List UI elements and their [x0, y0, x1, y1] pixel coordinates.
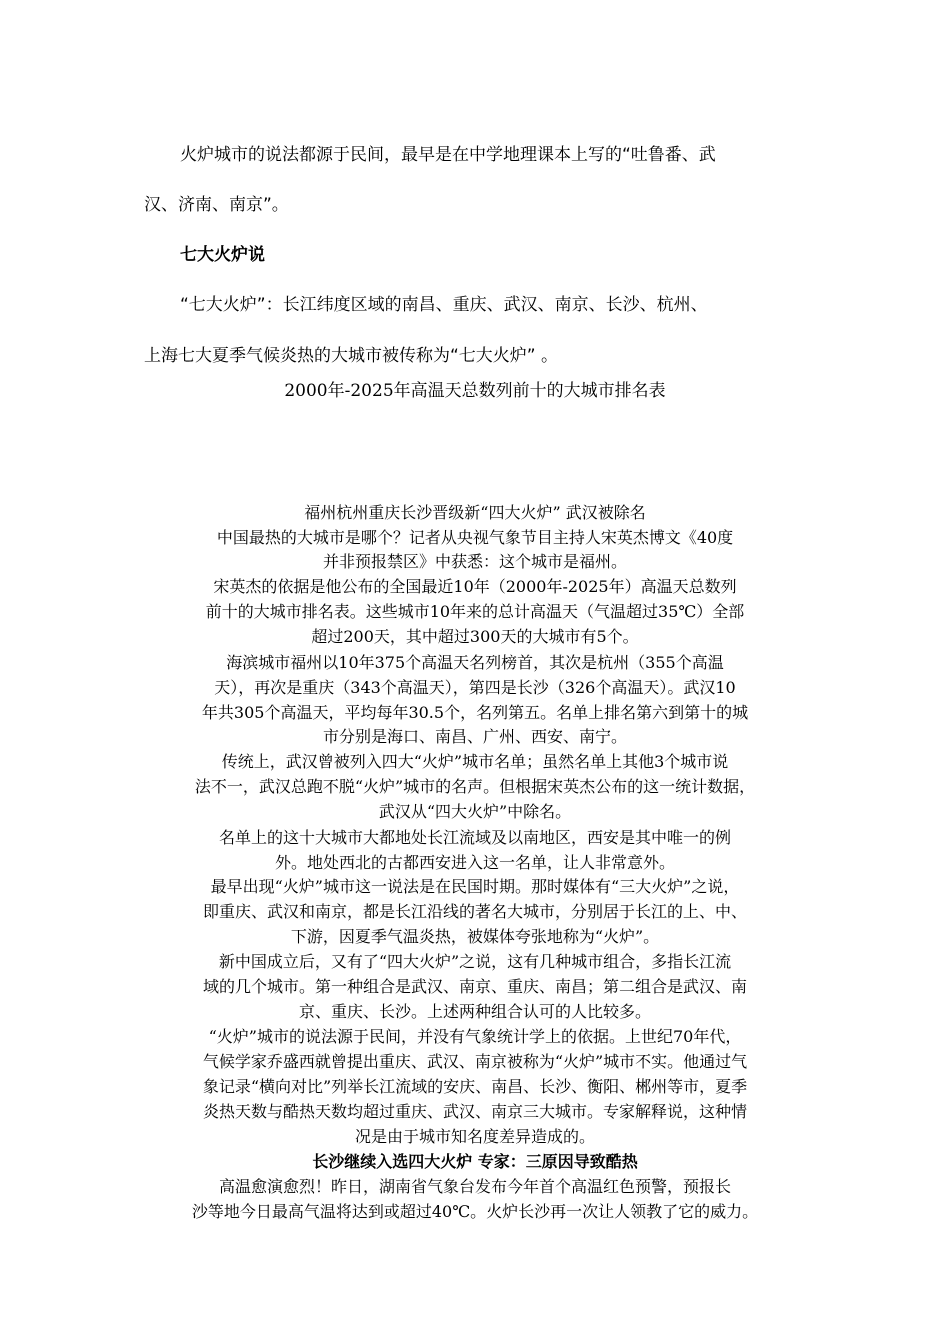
article-final-line: 沙等地今日最高气温将达到或超过40℃。火炉长沙再一次让人领教了它的威力。: [191, 1202, 759, 1221]
article-line: 武汉从“四大火炉”中除名。: [378, 802, 572, 821]
article-line: 并非预报禁区》中获悉：这个城市是福州。: [322, 552, 627, 571]
article-line: 前十的大城市排名表。这些城市10年来的总计高温天（气温超过35℃）全部: [205, 602, 745, 621]
section-heading: 七大火炉说: [180, 245, 265, 265]
article-line: 京、重庆、长沙。上述两种组合认可的人比较多。: [298, 1002, 651, 1021]
article-line: 年共305个高温天，平均每年30.5个，名列第五。名单上排名第六到第十的城: [201, 703, 749, 722]
intro-line-2: 汉、济南、南京”。: [144, 195, 289, 215]
seven-line-2: 上海七大夏季气候炎热的大城市被传称为“七大火炉” 。: [144, 346, 559, 366]
article-line: 新中国成立后，又有了“四大火炉”之说，这有几种城市组合，多指长江流: [218, 952, 732, 971]
article-line: 天），再次是重庆（343个高温天），第四是长沙（326个高温天）。武汉10: [214, 678, 736, 697]
article-line: 气候学家乔盛西就曾提出重庆、武汉、南京被称为“火炉”城市不实。他通过气: [202, 1052, 748, 1071]
article-line: 即重庆、武汉和南京，都是长江沿线的著名大城市，分别居于长江的上、中、: [202, 902, 747, 921]
article-subheading: 长沙继续入选四大火炉 专家：三原因导致酷热: [312, 1152, 638, 1171]
article-final-line: 高温愈演愈烈！昨日，湖南省气象台发布今年首个高温红色预警，预报长: [218, 1177, 731, 1196]
intro-line-1: 火炉城市的说法都源于民间，最早是在中学地理课本上写的“吐鲁番、武: [180, 145, 716, 165]
article-line: 况是由于城市知名度差异造成的。: [354, 1127, 595, 1146]
article-title: 福州杭州重庆长沙晋级新“四大火炉” 武汉被除名: [304, 503, 646, 522]
article-line: 象记录“横向对比”列举长江流域的安庆、南昌、长沙、衡阳、郴州等市，夏季: [202, 1077, 748, 1096]
article-line: 名单上的这十大城市大都地处长江流域及以南地区，西安是其中唯一的例: [218, 828, 731, 847]
article-line: 域的几个城市。第一种组合是武汉、南京、重庆、南昌；第二组合是武汉、南: [202, 977, 747, 996]
article-line: 超过200天，其中超过300天的大城市有5个。: [311, 627, 639, 646]
table-caption: 2000年-2025年高温天总数列前十的大城市排名表: [284, 381, 666, 401]
article-line: 宋英杰的依据是他公布的全国最近10年（2000年-2025年）高温天总数列: [213, 577, 737, 596]
article-line: 法不一，武汉总跑不脱“火炉”城市的名声。但根据宋英杰公布的这一统计数据，: [194, 777, 756, 796]
article-line: 海滨城市福州以10年375个高温天名列榜首，其次是杭州（355个高温: [226, 653, 724, 672]
article-line: 传统上，武汉曾被列入四大“火炉”城市名单；虽然名单上其他3个城市说: [221, 752, 729, 771]
article-line: 最早出现“火炉”城市这一说法是在民国时期。那时媒体有“三大火炉”之说，: [210, 877, 740, 896]
article-line: 下游，因夏季气温炎热，被媒体夸张地称为“火炉”。: [290, 927, 660, 946]
article-line: 中国最热的大城市是哪个？记者从央视气象节目主持人宋英杰博文《40度: [216, 528, 734, 547]
article-line: 市分别是海口、南昌、广州、西安、南宁。: [322, 727, 627, 746]
article-line: 炎热天数与酷热天数均超过重庆、武汉、南京三大城市。专家解释说，这种情: [202, 1102, 747, 1121]
seven-line-1: “七大火炉”：长江纬度区域的南昌、重庆、武汉、南京、长沙、杭州、: [180, 295, 708, 315]
article-line: 外。地处西北的古都西安进入这一名单，让人非常意外。: [274, 853, 675, 872]
article-line: “火炉”城市的说法源于民间，并没有气象统计学上的依据。上世纪70年代，: [208, 1027, 742, 1046]
